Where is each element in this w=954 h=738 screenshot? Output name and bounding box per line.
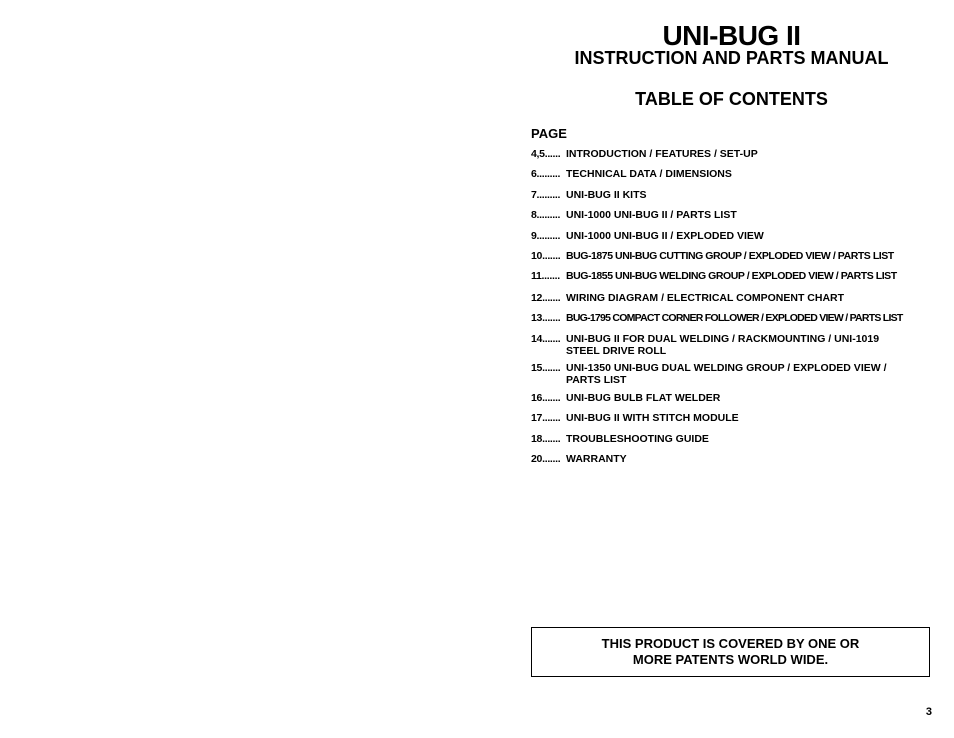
toc-entry [531,392,936,404]
manual-subtitle: INSTRUCTION AND PARTS MANUAL [574,48,889,68]
toc-entry-title: WARRANTY [566,453,627,465]
toc-entry-page: 10....... [531,250,561,262]
toc-entry-title: UNI-BUG II WITH STITCH MODULE [566,412,739,424]
toc-entry [531,333,903,357]
patent-notice-text [602,636,860,668]
manual-title: UNI-BUG II [662,20,801,51]
patent-notice-line-1: THIS PRODUCT IS COVERED BY ONE OR [601,636,860,651]
toc-entry [531,189,936,201]
toc-entry-title: INTRODUCTION / FEATURES / SET-UP [566,148,758,160]
toc-entry-page: 6......... [531,168,561,180]
toc-entry-page: 14....... [531,333,561,345]
toc-entry-title: UNI-BUG BULB FLAT WELDER [566,392,721,404]
toc-entry-title: TECHNICAL DATA / DIMENSIONS [566,168,732,180]
toc-entry [531,453,936,465]
toc-entry [531,230,936,242]
toc-heading: TABLE OF CONTENTS [635,89,828,109]
toc-entry-page: 16....... [531,392,561,404]
toc-entry-page: 15....... [531,362,561,374]
toc-entry-page: 7......... [531,189,561,201]
toc-entry [531,250,936,262]
toc-entry-title: UNI-1000 UNI-BUG II / EXPLODED VIEW [566,230,764,242]
toc-entry-title: BUG-1855 UNI-BUG WELDING GROUP / EXPLODED VIEW / PARTS LIST [566,270,897,282]
toc-entry-page: 12....... [531,292,561,304]
toc-entry-page: 9......... [531,230,561,242]
toc-entry [531,362,906,386]
toc-entry [531,168,936,180]
toc-page-column-label: PAGE [531,126,567,141]
toc-entry [531,270,936,282]
toc-entry-title: TROUBLESHOOTING GUIDE [566,433,709,445]
patent-notice-line-2: MORE PATENTS WORLD WIDE. [632,652,829,667]
toc-entry-page: 18....... [531,433,561,445]
toc-entry [531,148,936,160]
toc-entry-page: 4,5...... [531,148,561,160]
toc-entry-page: 20....... [531,453,561,465]
toc-entry [531,209,936,221]
toc-entry-title: UNI-BUG II KITS [566,189,647,201]
toc-entry [531,292,936,304]
toc-entry-title: UNI-1350 UNI-BUG DUAL WELDING GROUP / EXPLODED VIEW / PARTS LIST [566,362,887,386]
toc-entry [531,312,936,324]
page-number: 3 [925,706,932,718]
toc-entry-page: 13....... [531,312,561,324]
toc-entry-page: 11....... [531,270,560,282]
patent-notice-box [531,627,930,677]
toc-entry-page: 8......... [531,209,561,221]
toc-entry [531,412,936,424]
toc-entry-title: WIRING DIAGRAM / ELECTRICAL COMPONENT CHART [566,292,845,304]
toc-entry-title: BUG-1875 UNI-BUG CUTTING GROUP / EXPLODED VIEW / PARTS LIST [566,250,894,262]
toc-entry-page: 17....... [531,412,561,424]
toc-entry [531,433,936,445]
toc-entry-title: UNI-BUG II FOR DUAL WELDING / RACKMOUNTING / UNI-1019 STEEL DRIVE ROLL [566,333,880,357]
toc-entry-title: BUG-1795 COMPACT CORNER FOLLOWER / EXPLODED VIEW / PARTS LIST [566,312,903,324]
toc-entry-title: UNI-1000 UNI-BUG II / PARTS LIST [566,209,737,221]
